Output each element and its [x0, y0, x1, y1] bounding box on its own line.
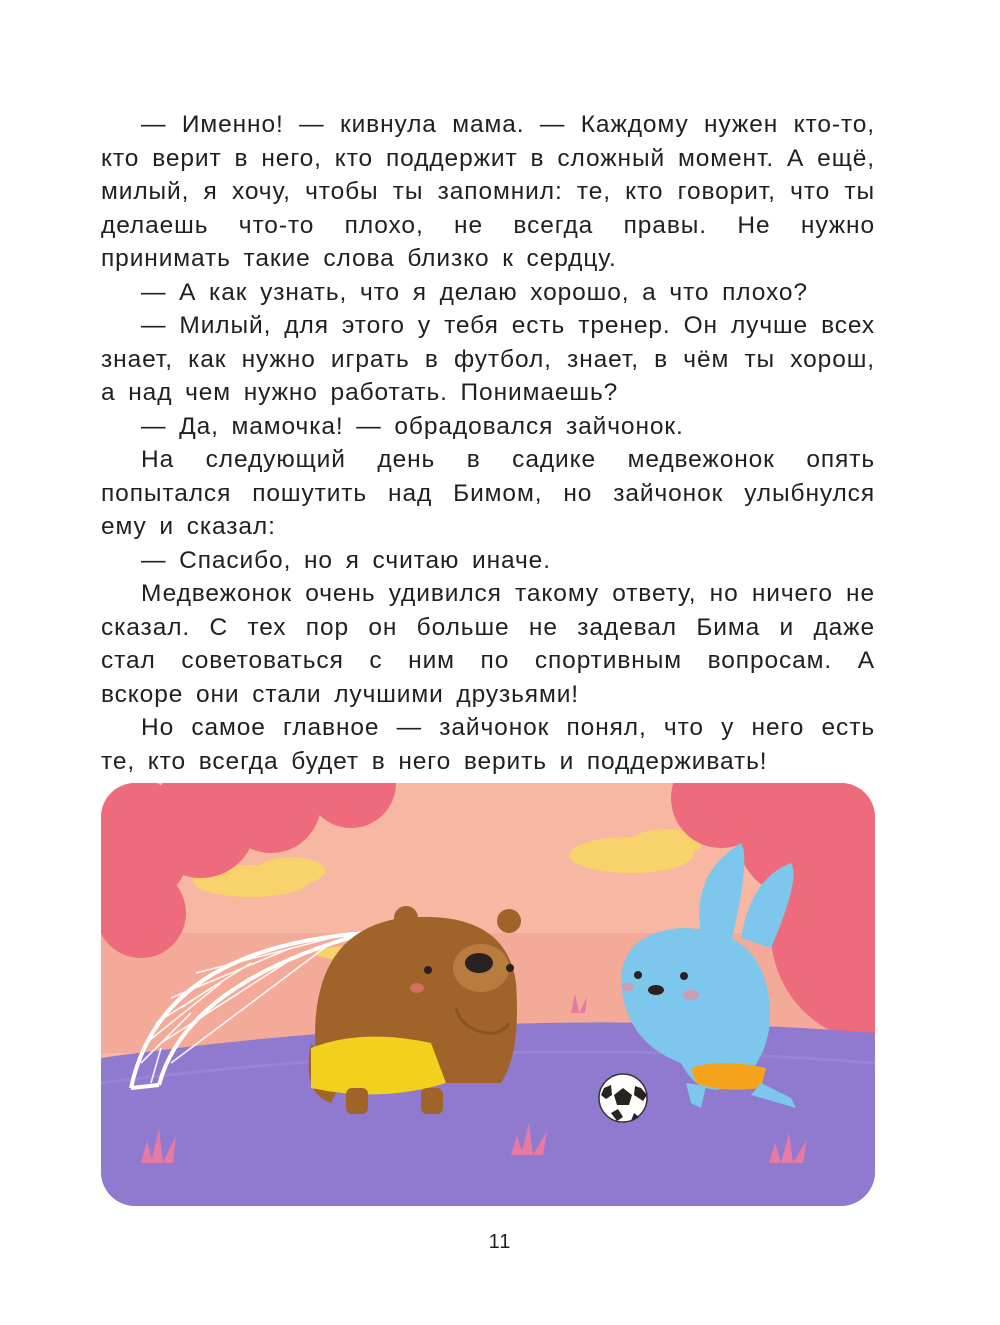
football: [599, 1074, 647, 1122]
paragraph: — Спасибо, но я считаю иначе.: [141, 546, 551, 574]
paragraph: — А как узнать, что я делаю хорошо, а что плохо?: [141, 278, 808, 306]
illustration-bear-bunny-football: [101, 783, 875, 1206]
story-text: [101, 108, 875, 778]
paragraph: — Милый, для этого у тебя есть тренер. Он лучше всех знает, как нужно играть в футбол, знает, в чём ты хорош, а над чем нужно работать. Понимаешь?: [101, 312, 875, 406]
paragraph: — Именно! — кивнула мама. — Каждому нужен кто-то, кто верит в него, кто поддержит в сложный момент. А ещё, милый, я хочу, чтобы ты запомнил: те, кто говорит, что ты делаешь что-то плохо, не всегда правы. Не нужно принимать такие слова близко к сердцу.: [101, 111, 875, 272]
page-number: 11: [488, 1231, 512, 1253]
paragraph: Медвежонок очень удивился такому ответу, но ничего не сказал. С тех пор он больше не задевал Бима и даже стал советоваться с ним по спортивным вопросам. А вскоре они стали лучшими друзьями!: [101, 580, 875, 708]
illustration-scene: [101, 783, 875, 1206]
paragraph: — Да, мамочка! — обрадовался зайчонок.: [141, 412, 684, 440]
paragraph: Но самое главное — зайчонок понял, что у него есть те, кто всегда будет в него верить и поддерживать!: [101, 714, 875, 775]
paragraph: На следующий день в садике медвежонок опять попытался пошутить над Бимом, но зайчонок улыбнулся ему и сказал:: [101, 446, 875, 540]
